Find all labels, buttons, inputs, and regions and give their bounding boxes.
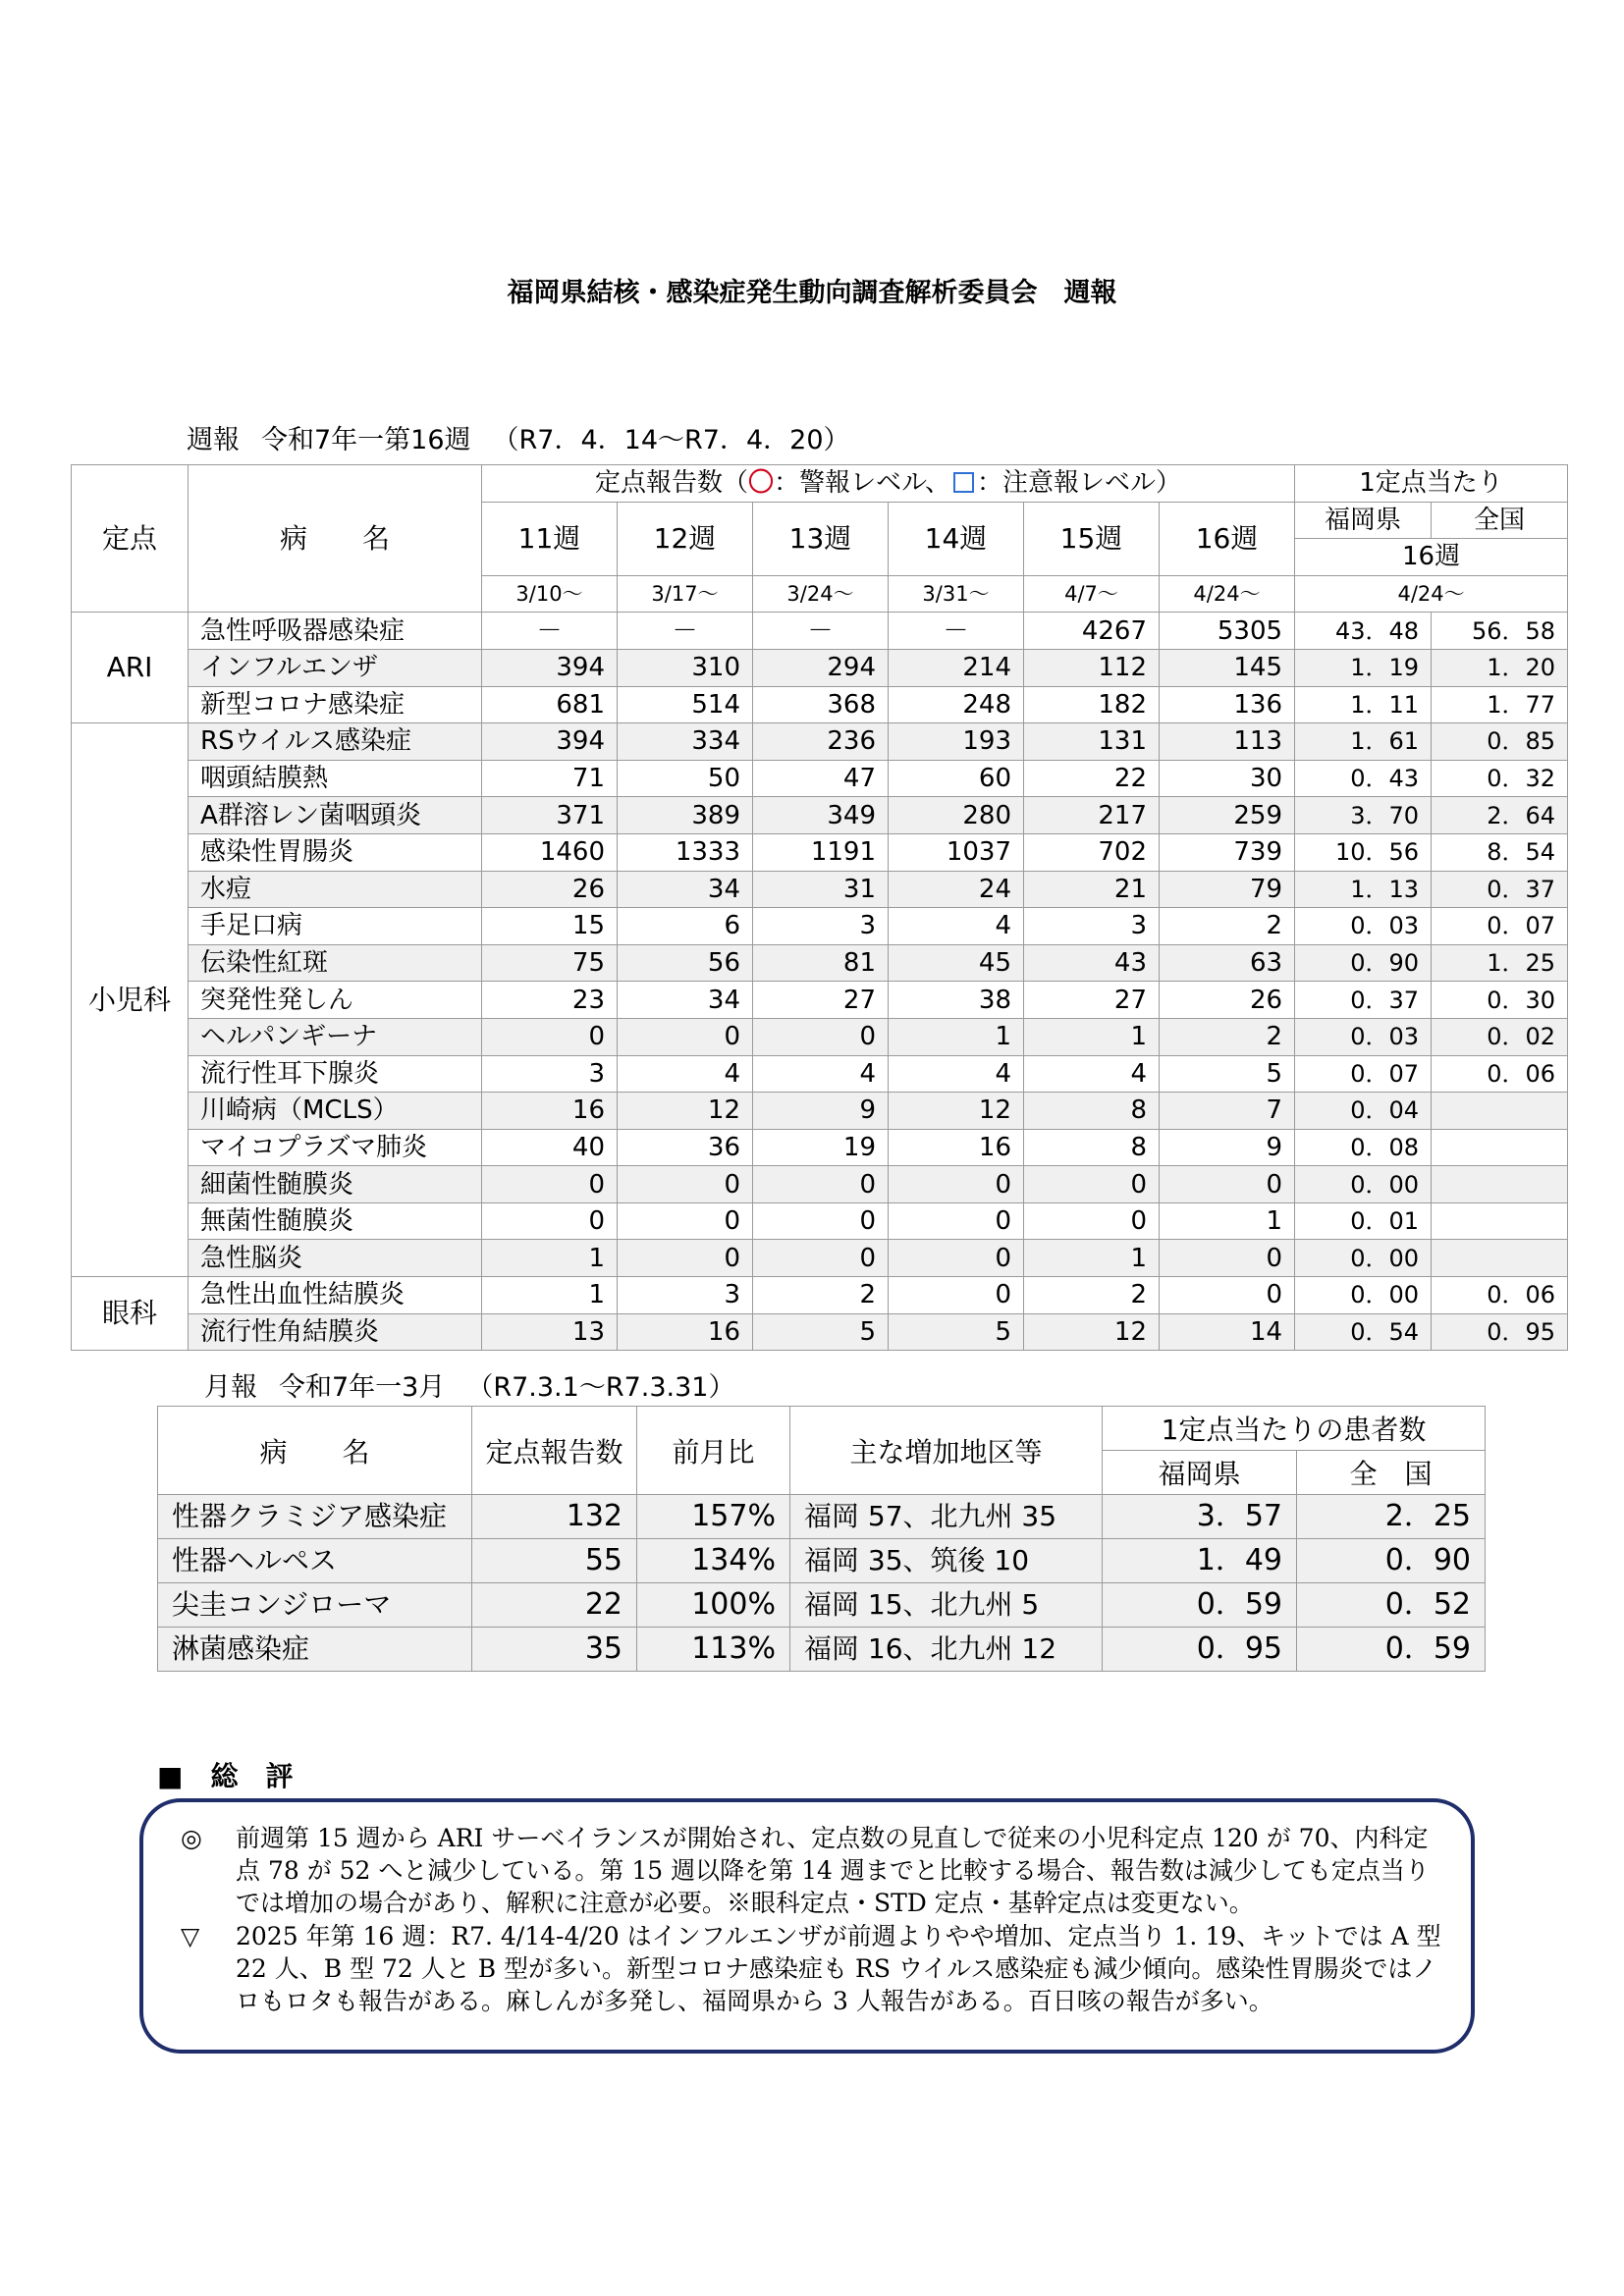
- summary-text: 前週第 15 週から ARI サーベイランスが開始され、定点数の見直しで従来の小児科定点 120 が 70、内科定点 78 が 52 へと減少している。第 15 週以降を第 14 週までと比較する場合、報告数は減少しても定点当りでは増加の場合があり、解釈に注意が必要。※眼科定点・STD 定点・基幹定点は変更ない。: [236, 1824, 1430, 1917]
- weekly-count: 1: [1024, 1240, 1160, 1277]
- rate-national: 0．06: [1432, 1277, 1568, 1314]
- weekly-count: 0: [482, 1166, 618, 1203]
- disease-name: 無菌性髄膜炎: [189, 1202, 482, 1240]
- weekly-count: 0: [618, 1166, 753, 1203]
- weekly-count: 8: [1024, 1129, 1160, 1166]
- weekly-count: 14: [1160, 1313, 1295, 1351]
- weekly-count: 739: [1160, 833, 1295, 871]
- header-date: 3/24～: [753, 575, 889, 613]
- weekly-count: 4: [889, 908, 1024, 945]
- monthly-ratio: 100%: [637, 1583, 790, 1628]
- rate-fukuoka: 1．61: [1295, 723, 1432, 761]
- rate-national: 8．54: [1432, 833, 1568, 871]
- rate-fukuoka: 3．70: [1295, 797, 1432, 834]
- summary-text: 2025 年第 16 週：R7. 4/14-4/20 はインフルエンザが前週よりやや増加、定点当り 1. 19、キットでは A 型 22 人、B 型 72 人と B 型が多い。新型コロナ感染症も RS ウイルス感染症も減少傾向。感染性胃腸炎ではノロもロタも報告がある。麻しんが多発し、福岡県から 3 人報告がある。百日咳の報告が多い。: [236, 1922, 1441, 2015]
- disease-name: 川崎病（MCLS）: [189, 1093, 482, 1130]
- disease-name: 流行性角結膜炎: [189, 1313, 482, 1351]
- weekly-count: 371: [482, 797, 618, 834]
- monthly-areas: 福岡 16、北九州 12: [790, 1628, 1103, 1672]
- weekly-count: －: [482, 613, 618, 650]
- disease-name: ヘルパンギーナ: [189, 1018, 482, 1055]
- weekly-count: －: [889, 613, 1024, 650]
- rate-national: 0．06: [1432, 1055, 1568, 1093]
- caution-square-icon: [953, 472, 974, 493]
- monthly-row: [158, 1583, 1486, 1628]
- rate-fukuoka: 1．11: [1295, 686, 1432, 723]
- rate-fukuoka: 1．13: [1295, 871, 1432, 908]
- weekly-count: 0: [753, 1202, 889, 1240]
- rate-national: 0．95: [1432, 1313, 1568, 1351]
- weekly-count: 349: [753, 797, 889, 834]
- weekly-count: 2: [1024, 1277, 1160, 1314]
- rate-fukuoka: 0．43: [1295, 760, 1432, 797]
- weekly-count: 236: [753, 723, 889, 761]
- weekly-count: 60: [889, 760, 1024, 797]
- monthly-header-areas: 主な増加地区等: [790, 1407, 1103, 1495]
- weekly-count: －: [618, 613, 753, 650]
- weekly-count: 50: [618, 760, 753, 797]
- rate-national: 0．07: [1432, 908, 1568, 945]
- weekly-count: 36: [618, 1129, 753, 1166]
- weekly-count: 13: [482, 1313, 618, 1351]
- weekly-count: 75: [482, 944, 618, 982]
- weekly-count: 0: [1024, 1166, 1160, 1203]
- weekly-row: [72, 982, 1568, 1019]
- disease-name: A群溶レン菌咽頭炎: [189, 797, 482, 834]
- monthly-name: 尖圭コンジローマ: [158, 1583, 472, 1628]
- summary-marker-triangle-icon: ▽: [181, 1922, 200, 1950]
- rate-fukuoka: 0．37: [1295, 982, 1432, 1019]
- weekly-count: 1: [1160, 1202, 1295, 1240]
- weekly-count: 2: [753, 1277, 889, 1314]
- weekly-count: 5: [1160, 1055, 1295, 1093]
- group-pediatric: 小児科: [72, 723, 189, 1277]
- header-date: 4/24～: [1160, 575, 1295, 613]
- weekly-count: 131: [1024, 723, 1160, 761]
- weekly-row: [72, 613, 1568, 650]
- weekly-row: [72, 871, 1568, 908]
- monthly-header-per-site: 1定点当たりの患者数: [1103, 1407, 1486, 1451]
- header-current-week: 16週: [1295, 539, 1568, 576]
- disease-name: マイコプラズマ肺炎: [189, 1129, 482, 1166]
- monthly-reports: 132: [472, 1495, 637, 1539]
- disease-name: 咽頭結膜熱: [189, 760, 482, 797]
- rate-national: 2．64: [1432, 797, 1568, 834]
- disease-name: 手足口病: [189, 908, 482, 945]
- disease-name: 伝染性紅斑: [189, 944, 482, 982]
- weekly-count: 3: [753, 908, 889, 945]
- rate-fukuoka: 0．54: [1295, 1313, 1432, 1351]
- weekly-count: 3: [1024, 908, 1160, 945]
- weekly-row: [72, 1277, 1568, 1314]
- summary-marker-double-circle-icon: ◎: [181, 1824, 202, 1852]
- group-ophthalmology: 眼科: [72, 1277, 189, 1351]
- rate-fukuoka: 0．00: [1295, 1166, 1432, 1203]
- weekly-count: 0: [1160, 1277, 1295, 1314]
- weekly-count: 4: [618, 1055, 753, 1093]
- header-date: 3/10～: [482, 575, 618, 613]
- monthly-report-table: [157, 1406, 1486, 1672]
- weekly-count: 56: [618, 944, 753, 982]
- rate-fukuoka: 0．08: [1295, 1129, 1432, 1166]
- monthly-national: 0．59: [1297, 1628, 1486, 1672]
- weekly-count: 16: [618, 1313, 753, 1351]
- weekly-count: 3: [618, 1277, 753, 1314]
- weekly-count: 24: [889, 871, 1024, 908]
- weekly-range: （R7．4．14～R7．4．20）: [492, 425, 850, 455]
- rate-national: 1．20: [1432, 649, 1568, 686]
- weekly-count: 681: [482, 686, 618, 723]
- weekly-count: 16: [482, 1093, 618, 1130]
- weekly-row: [72, 760, 1568, 797]
- weekly-row: [72, 1129, 1568, 1166]
- rate-national: [1432, 1240, 1568, 1277]
- weekly-count: 4: [889, 1055, 1024, 1093]
- monthly-reports: 35: [472, 1628, 637, 1672]
- weekly-count: 136: [1160, 686, 1295, 723]
- monthly-fukuoka: 1．49: [1103, 1539, 1297, 1583]
- weekly-row: [72, 908, 1568, 945]
- weekly-count: 6: [618, 908, 753, 945]
- rate-fukuoka: 0．90: [1295, 944, 1432, 982]
- weekly-row: [72, 1166, 1568, 1203]
- weekly-count: 12: [889, 1093, 1024, 1130]
- weekly-count: 193: [889, 723, 1024, 761]
- disease-name: 流行性耳下腺炎: [189, 1055, 482, 1093]
- weekly-count: 0: [1024, 1202, 1160, 1240]
- weekly-count: 7: [1160, 1093, 1295, 1130]
- monthly-name: 性器ヘルペス: [158, 1539, 472, 1583]
- weekly-count: 26: [482, 871, 618, 908]
- weekly-count: 0: [1160, 1240, 1295, 1277]
- weekly-count: 79: [1160, 871, 1295, 908]
- weekly-count: 22: [1024, 760, 1160, 797]
- monthly-period: 令和7年一3月: [279, 1372, 446, 1403]
- rate-national: 0．37: [1432, 871, 1568, 908]
- weekly-count: 16: [889, 1129, 1024, 1166]
- weekly-row: [72, 1313, 1568, 1351]
- monthly-name: 性器クラミジア感染症: [158, 1495, 472, 1539]
- weekly-count: 4267: [1024, 613, 1160, 650]
- disease-name: 急性出血性結膜炎: [189, 1277, 482, 1314]
- header-week: 14週: [889, 502, 1024, 575]
- rate-fukuoka: 0．03: [1295, 1018, 1432, 1055]
- header-per-site: 1定点当たり: [1295, 465, 1568, 503]
- header-week: 16週: [1160, 502, 1295, 575]
- monthly-header-reports: 定点報告数: [472, 1407, 637, 1495]
- weekly-count: 2: [1160, 908, 1295, 945]
- rate-fukuoka: 0．01: [1295, 1202, 1432, 1240]
- header-date: 4/7～: [1024, 575, 1160, 613]
- weekly-count: 81: [753, 944, 889, 982]
- weekly-count: 12: [1024, 1313, 1160, 1351]
- weekly-count: 0: [618, 1018, 753, 1055]
- weekly-row: [72, 649, 1568, 686]
- monthly-header-fukuoka: 福岡県: [1103, 1451, 1297, 1495]
- weekly-count: 34: [618, 871, 753, 908]
- weekly-count: 0: [889, 1277, 1024, 1314]
- weekly-count: 217: [1024, 797, 1160, 834]
- weekly-count: 5305: [1160, 613, 1295, 650]
- weekly-count: 26: [1160, 982, 1295, 1019]
- header-week: 13週: [753, 502, 889, 575]
- header-national: 全国: [1432, 502, 1568, 539]
- weekly-count: 47: [753, 760, 889, 797]
- weekly-count: 259: [1160, 797, 1295, 834]
- weekly-count: 12: [618, 1093, 753, 1130]
- disease-name: 突発性発しん: [189, 982, 482, 1019]
- weekly-count: 0: [1160, 1166, 1295, 1203]
- weekly-count: 280: [889, 797, 1024, 834]
- weekly-row: [72, 1093, 1568, 1130]
- weekly-count: 0: [889, 1202, 1024, 1240]
- monthly-header-disease: 病 名: [158, 1407, 472, 1495]
- weekly-count: 394: [482, 649, 618, 686]
- weekly-count: 1: [1024, 1018, 1160, 1055]
- weekly-count: 19: [753, 1129, 889, 1166]
- rate-national: [1432, 1129, 1568, 1166]
- header-week: 15週: [1024, 502, 1160, 575]
- weekly-count: 45: [889, 944, 1024, 982]
- weekly-count: 3: [482, 1055, 618, 1093]
- header-reports: 定点報告数（〇：警報レベル、 ：注意報レベル）: [482, 465, 1295, 503]
- header-week: 12週: [618, 502, 753, 575]
- weekly-row: [72, 1240, 1568, 1277]
- weekly-count: 0: [753, 1018, 889, 1055]
- monthly-fukuoka: 3．57: [1103, 1495, 1297, 1539]
- weekly-count: 368: [753, 686, 889, 723]
- weekly-row: [72, 1018, 1568, 1055]
- weekly-count: 23: [482, 982, 618, 1019]
- header-date: 3/17～: [618, 575, 753, 613]
- weekly-count: 0: [482, 1018, 618, 1055]
- monthly-national: 0．52: [1297, 1583, 1486, 1628]
- group-ari: ARI: [72, 613, 189, 723]
- header-date: 3/31～: [889, 575, 1024, 613]
- weekly-row: [72, 1202, 1568, 1240]
- weekly-count: 0: [889, 1166, 1024, 1203]
- rate-national: 1．77: [1432, 686, 1568, 723]
- alert-circle-icon: 〇: [748, 468, 775, 499]
- weekly-count: 1037: [889, 833, 1024, 871]
- monthly-ratio: 157%: [637, 1495, 790, 1539]
- weekly-count: 4: [1024, 1055, 1160, 1093]
- rate-fukuoka: 0．00: [1295, 1277, 1432, 1314]
- weekly-count: 31: [753, 871, 889, 908]
- rate-fukuoka: 10．56: [1295, 833, 1432, 871]
- weekly-count: 34: [618, 982, 753, 1019]
- rate-national: [1432, 1202, 1568, 1240]
- monthly-areas: 福岡 57、北九州 35: [790, 1495, 1103, 1539]
- weekly-count: 394: [482, 723, 618, 761]
- rate-fukuoka: 1．19: [1295, 649, 1432, 686]
- page-title: 福岡県結核・感染症発生動向調査解析委員会 週報: [507, 278, 1117, 308]
- rate-national: 1．25: [1432, 944, 1568, 982]
- monthly-areas: 福岡 35、筑後 10: [790, 1539, 1103, 1583]
- weekly-count: 15: [482, 908, 618, 945]
- weekly-count: 5: [889, 1313, 1024, 1351]
- weekly-row: [72, 686, 1568, 723]
- disease-name: 細菌性髄膜炎: [189, 1166, 482, 1203]
- weekly-count: 30: [1160, 760, 1295, 797]
- weekly-count: 0: [618, 1240, 753, 1277]
- summary-box: [139, 1798, 1475, 2054]
- weekly-count: 1191: [753, 833, 889, 871]
- weekly-count: 1: [482, 1240, 618, 1277]
- monthly-row: [158, 1628, 1486, 1672]
- rate-national: 0．02: [1432, 1018, 1568, 1055]
- disease-name: 急性脳炎: [189, 1240, 482, 1277]
- weekly-report-table: [71, 464, 1568, 1351]
- disease-name: RSウイルス感染症: [189, 723, 482, 761]
- weekly-count: 9: [1160, 1129, 1295, 1166]
- monthly-row: [158, 1495, 1486, 1539]
- weekly-count: 113: [1160, 723, 1295, 761]
- monthly-range: （R7.3.1～R7.3.31）: [466, 1372, 735, 1403]
- rate-fukuoka: 0．00: [1295, 1240, 1432, 1277]
- weekly-count: 145: [1160, 649, 1295, 686]
- weekly-count: 71: [482, 760, 618, 797]
- weekly-label: 週報: [187, 425, 240, 455]
- monthly-ratio: 113%: [637, 1628, 790, 1672]
- weekly-row: [72, 797, 1568, 834]
- monthly-ratio: 134%: [637, 1539, 790, 1583]
- monthly-fukuoka: 0．95: [1103, 1628, 1297, 1672]
- weekly-row: [72, 723, 1568, 761]
- header-rate-date: 4/24～: [1295, 575, 1568, 613]
- weekly-count: 2: [1160, 1018, 1295, 1055]
- weekly-count: 9: [753, 1093, 889, 1130]
- weekly-count: 43: [1024, 944, 1160, 982]
- rate-national: [1432, 1166, 1568, 1203]
- rate-fukuoka: 0．03: [1295, 908, 1432, 945]
- weekly-count: 702: [1024, 833, 1160, 871]
- weekly-count: 5: [753, 1313, 889, 1351]
- rate-national: 56．58: [1432, 613, 1568, 650]
- weekly-count: 182: [1024, 686, 1160, 723]
- weekly-row: [72, 944, 1568, 982]
- summary-item: [181, 1822, 1447, 1919]
- summary-item: [181, 1920, 1447, 2017]
- rate-national: 0．30: [1432, 982, 1568, 1019]
- monthly-label: 月報: [204, 1372, 257, 1403]
- monthly-national: 0．90: [1297, 1539, 1486, 1583]
- monthly-reports: 55: [472, 1539, 637, 1583]
- weekly-count: 0: [618, 1202, 753, 1240]
- weekly-count: 214: [889, 649, 1024, 686]
- monthly-header-national: 全 国: [1297, 1451, 1486, 1495]
- weekly-count: 514: [618, 686, 753, 723]
- weekly-count: 1: [482, 1277, 618, 1314]
- weekly-count: 38: [889, 982, 1024, 1019]
- monthly-national: 2．25: [1297, 1495, 1486, 1539]
- weekly-count: 248: [889, 686, 1024, 723]
- header-week: 11週: [482, 502, 618, 575]
- weekly-count: 0: [753, 1240, 889, 1277]
- weekly-count: 27: [1024, 982, 1160, 1019]
- weekly-period: 令和7年一第16週: [261, 425, 471, 455]
- weekly-count: 1333: [618, 833, 753, 871]
- weekly-count: 310: [618, 649, 753, 686]
- weekly-count: 294: [753, 649, 889, 686]
- weekly-count: －: [753, 613, 889, 650]
- weekly-row: [72, 833, 1568, 871]
- monthly-areas: 福岡 15、北九州 5: [790, 1583, 1103, 1628]
- header-fukuoka: 福岡県: [1295, 502, 1432, 539]
- disease-name: 水痘: [189, 871, 482, 908]
- weekly-count: 334: [618, 723, 753, 761]
- monthly-header-ratio: 前月比: [637, 1407, 790, 1495]
- weekly-count: 1: [889, 1018, 1024, 1055]
- weekly-heading: [187, 418, 872, 456]
- weekly-count: 27: [753, 982, 889, 1019]
- disease-name: 感染性胃腸炎: [189, 833, 482, 871]
- weekly-count: 8: [1024, 1093, 1160, 1130]
- rate-fukuoka: 0．04: [1295, 1093, 1432, 1130]
- rate-fukuoka: 43．48: [1295, 613, 1432, 650]
- summary-heading: ■ 総 評: [157, 1760, 294, 1792]
- rate-fukuoka: 0．07: [1295, 1055, 1432, 1093]
- monthly-heading: [204, 1365, 756, 1404]
- weekly-count: 0: [889, 1240, 1024, 1277]
- monthly-row: [158, 1539, 1486, 1583]
- monthly-reports: 22: [472, 1583, 637, 1628]
- monthly-fukuoka: 0．59: [1103, 1583, 1297, 1628]
- disease-name: インフルエンザ: [189, 649, 482, 686]
- disease-name: 新型コロナ感染症: [189, 686, 482, 723]
- weekly-row: [72, 1055, 1568, 1093]
- disease-name: 急性呼吸器感染症: [189, 613, 482, 650]
- weekly-count: 0: [482, 1202, 618, 1240]
- weekly-count: 40: [482, 1129, 618, 1166]
- monthly-name: 淋菌感染症: [158, 1628, 472, 1672]
- rate-national: [1432, 1093, 1568, 1130]
- weekly-count: 389: [618, 797, 753, 834]
- weekly-count: 63: [1160, 944, 1295, 982]
- header-teiten: 定点: [72, 465, 189, 613]
- weekly-count: 0: [753, 1166, 889, 1203]
- rate-national: 0．85: [1432, 723, 1568, 761]
- header-disease: 病 名: [189, 465, 482, 613]
- weekly-count: 112: [1024, 649, 1160, 686]
- weekly-count: 4: [753, 1055, 889, 1093]
- weekly-count: 21: [1024, 871, 1160, 908]
- rate-national: 0．32: [1432, 760, 1568, 797]
- weekly-count: 1460: [482, 833, 618, 871]
